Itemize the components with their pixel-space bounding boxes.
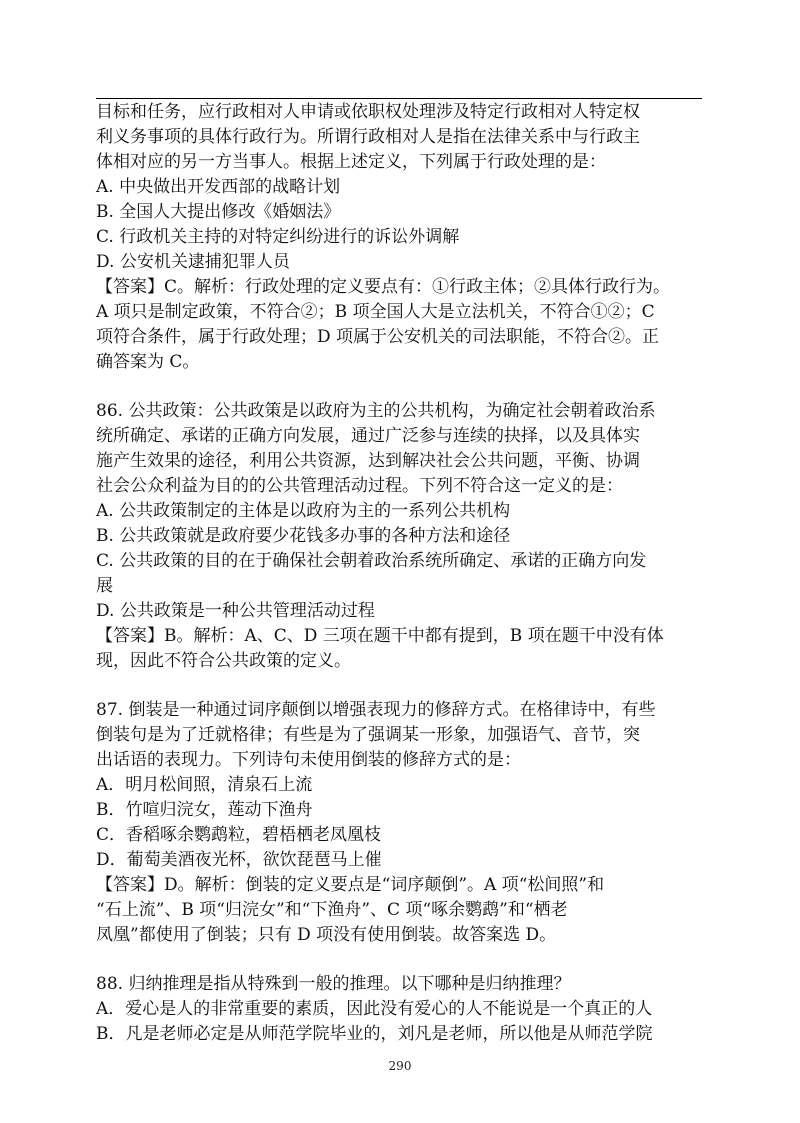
q87-text-line-2: 倒装句是为了迁就格律；有些是为了强调某一形象，加强语气、音节，突 bbox=[96, 725, 640, 745]
q86-text-line-2: 统所确定、承诺的正确方向发展，通过广泛参与连续的抉择，以及具体实 bbox=[96, 426, 640, 446]
q85-option-d: D. 公安机关逮捕犯罪人员 bbox=[96, 252, 290, 272]
q85-text-line-2: 利义务事项的具体行政行为。所谓行政相对人是指在法律关系中与行政主 bbox=[96, 127, 640, 147]
q85-text-line-1: 目标和任务，应行政相对人申请或依职权处理涉及特定行政相对人特定权 bbox=[96, 102, 640, 122]
q87-option-a: A．明月松间照，清泉石上流 bbox=[96, 775, 313, 795]
q86-answer-line-1: 【答案】B。解析：A、C、D 三项在题干中都有提到，B 项在题干中没有体 bbox=[96, 626, 664, 646]
section-gap bbox=[96, 948, 708, 972]
q86-option-b: B. 公共政策就是政府要少花钱多办事的各种方法和途径 bbox=[96, 526, 511, 546]
document-body bbox=[96, 100, 708, 1047]
q85-option-b: B. 全国人大提出修改《婚姻法》 bbox=[96, 202, 341, 222]
q88-text-line-1: 88. 归纳推理是指从特殊到一般的推理。以下哪种是归纳推理？ bbox=[96, 974, 571, 994]
q86-option-a: A. 公共政策制定的主体是以政府为主的一系列公共机构 bbox=[96, 501, 511, 521]
page-number: 290 bbox=[388, 1059, 412, 1073]
q85-answer-line-2: A 项只是制定政策，不符合②；B 项全国人大是立法机关，不符合①②；C bbox=[96, 302, 655, 322]
q85-answer-line-4: 确答案为 C。 bbox=[96, 352, 200, 372]
q86-answer-line-2: 现，因此不符合公共政策的定义。 bbox=[96, 651, 351, 671]
q85-answer-line-3: 项符合条件，属于行政处理；D 项属于公安机关的司法职能，不符合②。正 bbox=[96, 327, 660, 347]
q86-text-line-4: 社会公众利益为目的的公共管理活动过程。下列不符合这一定义的是： bbox=[96, 476, 623, 496]
q88-option-a: A．爱心是人的非常重要的素质，因此没有爱心的人不能说是一个真正的人 bbox=[96, 999, 653, 1019]
q86-option-c-line-2: 展 bbox=[96, 576, 113, 596]
q87-answer-line-3: 凤凰”都使用了倒装；只有 D 项没有使用倒装。故答案选 D。 bbox=[96, 925, 557, 945]
q86-text-line-1: 86. 公共政策：公共政策是以政府为主的公共机构，为确定社会朝着政治系 bbox=[96, 401, 656, 421]
q87-answer-line-2: “石上流”、B 项“归浣女”和“下渔舟”、C 项“啄余鹦鹉”和“栖老 bbox=[96, 900, 568, 920]
q86-text-line-3: 施产生效果的途径，利用公共资源，达到解决社会公共问题，平衡、协调 bbox=[96, 451, 640, 471]
q87-text-line-3: 出话语的表现力。下列诗句未使用倒装的修辞方式的是： bbox=[96, 750, 521, 770]
q87-option-d: D．葡萄美酒夜光杯，欲饮琵琶马上催 bbox=[96, 850, 382, 870]
q88-option-b: B．凡是老师必定是从师范学院毕业的，刘凡是老师，所以他是从师范学院 bbox=[96, 1024, 653, 1044]
q86-option-c-line-1: C. 公共政策的目的在于确保社会朝着政治系统所确定、承诺的正确方向发 bbox=[96, 551, 647, 571]
header-rule bbox=[96, 98, 702, 99]
section-gap bbox=[96, 375, 708, 399]
q85-option-a: A. 中央做出开发西部的战略计划 bbox=[96, 177, 341, 197]
question-86 bbox=[96, 399, 708, 674]
section-gap bbox=[96, 674, 708, 698]
question-88 bbox=[96, 972, 708, 1047]
q87-option-b: B．竹喧归浣女，莲动下渔舟 bbox=[96, 800, 313, 820]
question-87 bbox=[96, 698, 708, 948]
q85-option-c: C. 行政机关主持的对特定纠纷进行的诉讼外调解 bbox=[96, 227, 460, 247]
q87-option-c: C．香稻啄余鹦鹉粒，碧梧栖老凤凰枝 bbox=[96, 825, 382, 845]
q85-text-line-3: 体相对应的另一方当事人。根据上述定义，下列属于行政处理的是： bbox=[96, 152, 606, 172]
q87-text-line-1: 87. 倒装是一种通过词序颠倒以增强表现力的修辞方式。在格律诗中，有些 bbox=[96, 700, 656, 720]
q87-answer-line-1: 【答案】D。解析：倒装的定义要点是“词序颠倒”。A 项“松间照”和 bbox=[96, 875, 605, 895]
q85-answer-line-1: 【答案】C。解析：行政处理的定义要点有：①行政主体；②具体行政行为。 bbox=[96, 277, 671, 297]
q86-option-d: D. 公共政策是一种公共管理活动过程 bbox=[96, 601, 375, 621]
question-85-continuation bbox=[96, 100, 708, 375]
